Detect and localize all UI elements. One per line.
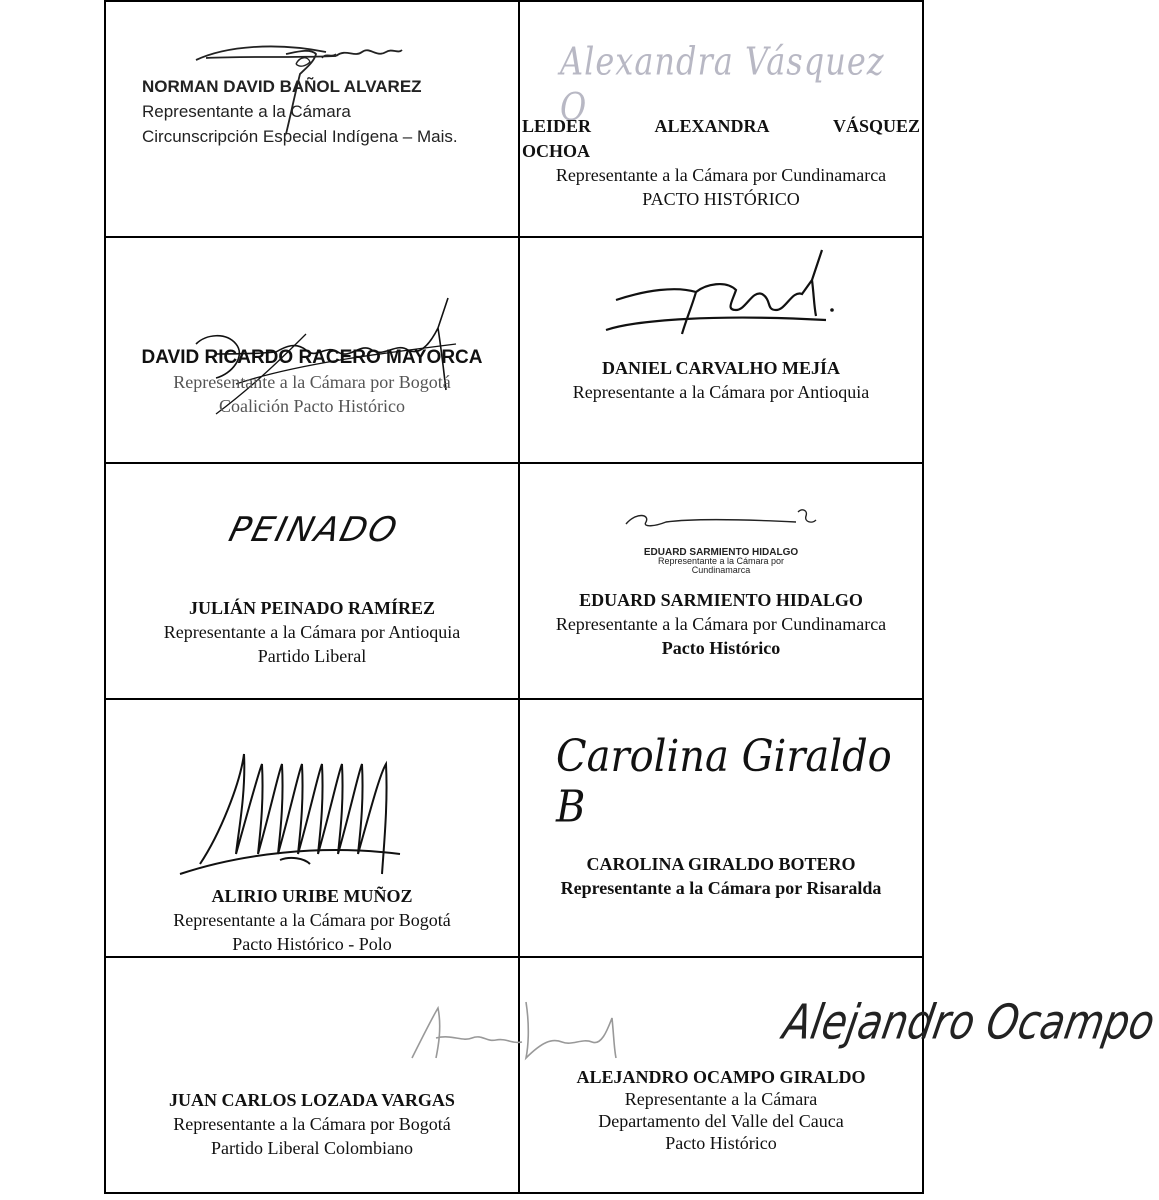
signature-cell-uribe xyxy=(105,699,519,957)
signature-cell-ocampo xyxy=(519,957,1159,1193)
signature-mark xyxy=(180,744,430,884)
signature-cell-peinado xyxy=(105,463,519,699)
name-word: ALEXANDRA xyxy=(654,116,770,136)
table-row xyxy=(105,463,923,699)
signature-handwritten: PEINADO xyxy=(225,510,403,550)
representative-name: JUAN CARLOS LOZADA VARGAS xyxy=(169,1090,455,1110)
representative-title: Representante a la Cámara xyxy=(142,102,351,121)
signature-mark xyxy=(596,250,846,350)
signature-sheet xyxy=(104,0,1159,1192)
signature-cell-lozada xyxy=(105,957,519,1193)
signature-mark xyxy=(616,504,826,534)
signature-cell-leider xyxy=(519,1,923,237)
signature-handwritten: Alejandro Ocampo xyxy=(779,995,1159,1051)
representative-name: JULIÁN PEINADO RAMÍREZ xyxy=(188,598,435,618)
signature-cell-racero xyxy=(105,237,519,463)
representative-name: DAVID RICARDO RACERO MAYORCA xyxy=(141,347,483,368)
representative-district: Circunscripción Especial Indígena – Mais. xyxy=(142,127,458,146)
representative-name: ALIRIO URIBE MUÑOZ xyxy=(211,886,413,906)
representative-title: Representante a la Cámara por Bogotá xyxy=(173,372,451,392)
table-row xyxy=(105,1,923,237)
representative-title: Representante a la Cámara por Antioquia xyxy=(572,382,870,402)
representative-party: Coalición Pacto Histórico xyxy=(219,396,405,416)
representative-title: Representante a la Cámara por Antioquia xyxy=(163,622,461,642)
representative-title: Representante a la Cámara por Cundinamarca xyxy=(555,614,887,634)
representative-title: Representante a la Cámara por Cundinamarca xyxy=(555,165,887,185)
representative-name: CAROLINA GIRALDO BOTERO xyxy=(586,854,856,874)
name-word: LEIDER xyxy=(522,116,592,136)
signature-table xyxy=(104,0,1159,1194)
representative-name: DANIEL CARVALHO MEJÍA xyxy=(601,358,841,378)
representative-party: Pacto Histórico xyxy=(661,638,781,658)
representative-name: EDUARD SARMIENTO HIDALGO xyxy=(579,590,863,610)
representative-title: Representante a la Cámara por Risaralda xyxy=(560,878,882,898)
representative-name: ALEJANDRO OCAMPO GIRALDO xyxy=(576,1067,866,1087)
signature-handwritten: Alexandra Vásquez O xyxy=(560,38,885,130)
representative-party: Pacto Histórico xyxy=(665,1133,777,1153)
representative-title: Representante a la Cámara xyxy=(624,1089,818,1109)
signature-cell-sarmiento xyxy=(519,463,923,699)
representative-name: NORMAN DAVID BAÑOL ALVAREZ xyxy=(142,77,422,96)
signature-cell-giraldo xyxy=(519,699,923,957)
signature-cell-norman xyxy=(105,1,519,237)
stamp-title: Representante a la Cámara por xyxy=(657,556,785,566)
stamp-name: EDUARD SARMIENTO HIDALGO xyxy=(643,547,799,558)
stamp-district: Cundinamarca xyxy=(691,565,751,575)
representative-district: Departamento del Valle del Cauca xyxy=(598,1111,844,1131)
name-word: OCHOA xyxy=(522,141,591,161)
representative-party: Partido Liberal xyxy=(257,646,367,666)
table-row xyxy=(105,237,923,463)
representative-party: Pacto Histórico - Polo xyxy=(232,934,392,954)
name-word: VÁSQUEZ xyxy=(832,116,920,136)
signature-handwritten: Carolina Giraldo B xyxy=(556,731,892,833)
representative-title: Representante a la Cámara por Bogotá xyxy=(173,1114,451,1134)
representative-party: PACTO HISTÓRICO xyxy=(642,189,800,209)
representative-party: Partido Liberal Colombiano xyxy=(211,1138,413,1158)
table-row xyxy=(105,957,923,1193)
table-row xyxy=(105,699,923,957)
representative-title: Representante a la Cámara por Bogotá xyxy=(173,910,451,930)
signature-cell-carvalho xyxy=(519,237,923,463)
